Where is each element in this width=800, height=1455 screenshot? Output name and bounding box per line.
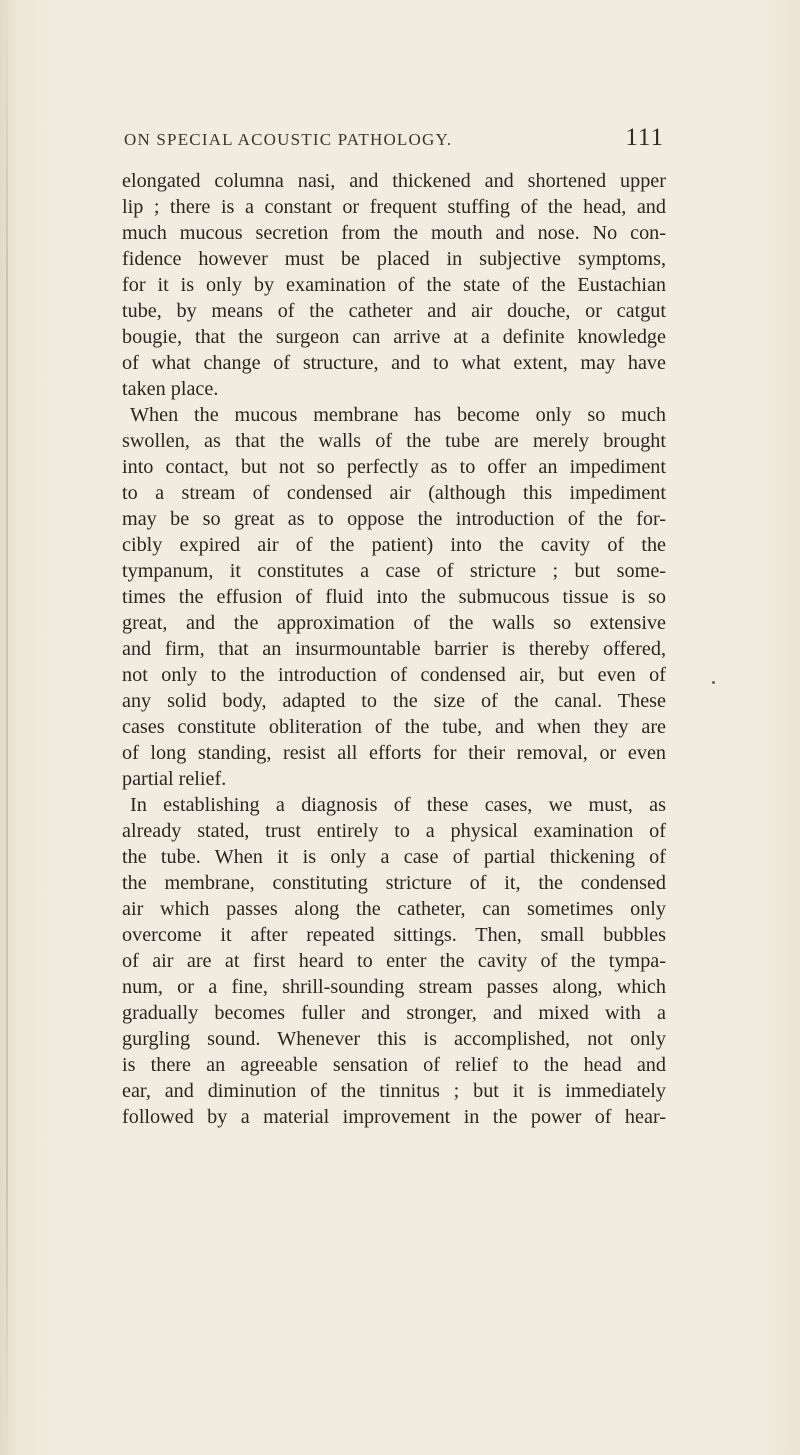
text-line: great, and the approximation of the walls so extensive — [122, 612, 666, 634]
text-line: to a stream of condensed air (although this impediment — [122, 482, 666, 504]
text-line: already stated, trust entirely to a physical examination of — [122, 820, 666, 842]
text-line: air which passes along the catheter, can sometimes only — [122, 898, 666, 920]
text-line: the tube. When it is only a case of partial thickening of — [122, 846, 666, 868]
text-line: cibly expired air of the patient) into the cavity of the — [122, 534, 666, 556]
text-line: for it is only by examination of the state of the Eustachian — [122, 274, 666, 296]
text-line: When the mucous membrane has become only so much — [130, 404, 666, 426]
text-line: of air are at first heard to enter the cavity of the tympa- — [122, 950, 666, 972]
text-line: num, or a fine, shrill-sounding stream passes along, which — [122, 976, 666, 998]
text-line: lip ; there is a constant or frequent stuffing of the head, and — [122, 196, 666, 218]
text-line: overcome it after repeated sittings. Then, small bubbles — [122, 924, 666, 946]
text-line: swollen, as that the walls of the tube are merely brought — [122, 430, 666, 452]
page-header — [124, 124, 664, 154]
text-line: not only to the introduction of condensed air, but even of — [122, 664, 666, 686]
text-line: bougie, that the surgeon can arrive at a definite knowledge — [122, 326, 666, 348]
page-gutter-shadow — [6, 0, 8, 1455]
text-line: is there an agreeable sensation of relief to the head and — [122, 1054, 666, 1076]
text-line: the membrane, constituting stricture of it, the condensed — [122, 872, 666, 894]
text-line: cases constitute obliteration of the tube, and when they are — [122, 716, 666, 738]
text-line: tympanum, it constitutes a case of stricture ; but some- — [122, 560, 666, 582]
text-line: and firm, that an insurmountable barrier is thereby offered, — [122, 638, 666, 660]
text-line: fidence however must be placed in subjective symptoms, — [122, 248, 666, 270]
text-line: elongated columna nasi, and thickened and shortened upper — [122, 170, 666, 192]
text-line: any solid body, adapted to the size of the canal. These — [122, 690, 666, 712]
text-line: may be so great as to oppose the introduction of the for- — [122, 508, 666, 530]
text-line: of what change of structure, and to what extent, may have — [122, 352, 666, 374]
text-line: ear, and diminution of the tinnitus ; but it is immediately — [122, 1080, 666, 1102]
text-line: followed by a material improvement in the power of hear- — [122, 1106, 666, 1128]
text-line: much mucous secretion from the mouth and nose. No con- — [122, 222, 666, 244]
text-line: tube, by means of the catheter and air douche, or catgut — [122, 300, 666, 322]
margin-speck — [712, 681, 715, 684]
text-line: taken place. — [122, 378, 219, 400]
text-line: into contact, but not so perfectly as to offer an impediment — [122, 456, 666, 478]
text-line: of long standing, resist all efforts for their removal, or even — [122, 742, 666, 764]
text-line: partial relief. — [122, 768, 227, 790]
page-number: 111 — [625, 124, 664, 151]
running-title: ON SPECIAL ACOUSTIC PATHOLOGY. — [124, 130, 453, 149]
text-line: gradually becomes fuller and stronger, and mixed with a — [122, 1002, 666, 1024]
body-text — [122, 168, 666, 1130]
text-line: In establishing a diagnosis of these cases, we must, as — [130, 794, 666, 816]
text-line: gurgling sound. Whenever this is accomplished, not only — [122, 1028, 666, 1050]
text-line: times the effusion of fluid into the submucous tissue is so — [122, 586, 666, 608]
